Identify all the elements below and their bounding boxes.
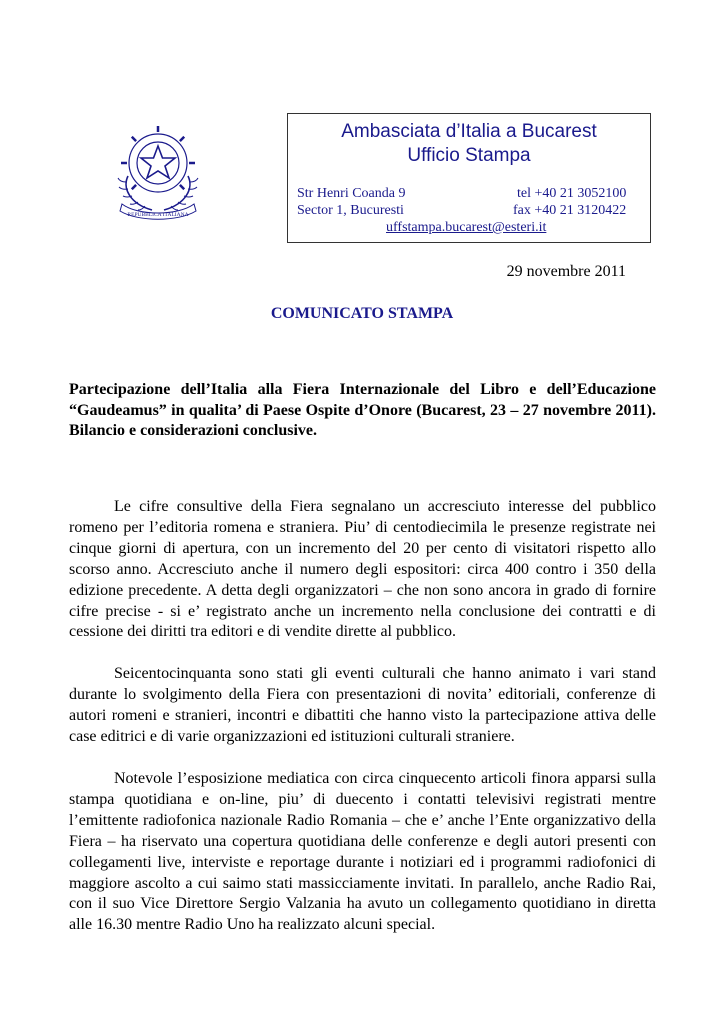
italian-republic-emblem-icon xyxy=(108,116,208,220)
fax-number: fax +40 21 3120422 xyxy=(513,203,627,218)
seal-text: REPUBBLICA ITALIANA xyxy=(127,212,189,218)
embassy-name: Ambasciata d’Italia a Bucarest xyxy=(341,121,597,142)
address-street: Str Henri Coanda 9 xyxy=(297,186,406,201)
press-release-body xyxy=(69,497,656,957)
body-paragraph: Le cifre consultive della Fiera segnalano un accresciuto interesse del pubblico romeno per l’editoria romena e straniera. Piu’ di centodiecimila le presenze registrate nei cinque giorni di apertura, con un incremento del 20 per cento di visitatori rispetto allo scorso anno. Accresciuto anche il numero degli espositori: circa 400 contro i 350 della edizione precedente. A detta degli organizzatori – che non sono ancora in grado di fornire cifre precise - si e’ registrato anche un incremento nella conclusione dei contratti e di cessione dei diritti tra editori e di vendite dirette al pubblico. xyxy=(69,498,656,641)
document-date: 29 novembre 2011 xyxy=(506,263,626,280)
body-paragraph: Seicentocinquanta sono stati gli eventi culturali che hanno animato i vari stand durante lo svolgimento della Fiera con presentazioni di novita’ editoriali, conferenze di autori romeni e stranieri, incontri e dibattiti che hanno visto la partecipazione attiva delle case editrici e di varie organizzazioni ed istituzioni culturali straniere. xyxy=(69,665,656,746)
document-type-heading: COMUNICATO STAMPA xyxy=(270,305,454,322)
phone-number: tel +40 21 3052100 xyxy=(517,186,627,201)
email-link[interactable]: uffstampa.bucarest@esteri.it xyxy=(386,220,547,235)
body-paragraph: Notevole l’esposizione mediatica con circa cinquecento articoli finora apparsi sulla stampa quotidiana e on-line, piu’ di duecento i contatti televisivi registrati mentre l’emittente radiofonica nazionale Radio Romania – che e’ anche l’Ente organizzativo della Fiera – ha riservato una copertura quotidiana delle conferenze e degli autori presenti con collegamenti live, interviste e reportage durante i notiziari ed i programmi radiofonici di maggiore ascolto a cui saimo stati massicciamente invitati. In parallelo, anche Radio Rai, con il suo Vice Direttore Sergio Valzania ha avuto un collegamento quotidiano in diretta alle 16.30 mentre Radio Uno ha realizzato alcuni special. xyxy=(69,769,656,934)
letterhead-box xyxy=(287,113,651,243)
press-release-headline: Partecipazione dell’Italia alla Fiera Internazionale del Libro e dell’Educazione “Gaudeamus” in qualita’ di Paese Ospite d’Onore (Bucarest, 23 – 27 novembre 2011). Bilancio e considerazioni conclusive. xyxy=(69,381,656,439)
address-city: Sector 1, Bucuresti xyxy=(297,203,404,218)
office-name: Ufficio Stampa xyxy=(407,145,531,166)
